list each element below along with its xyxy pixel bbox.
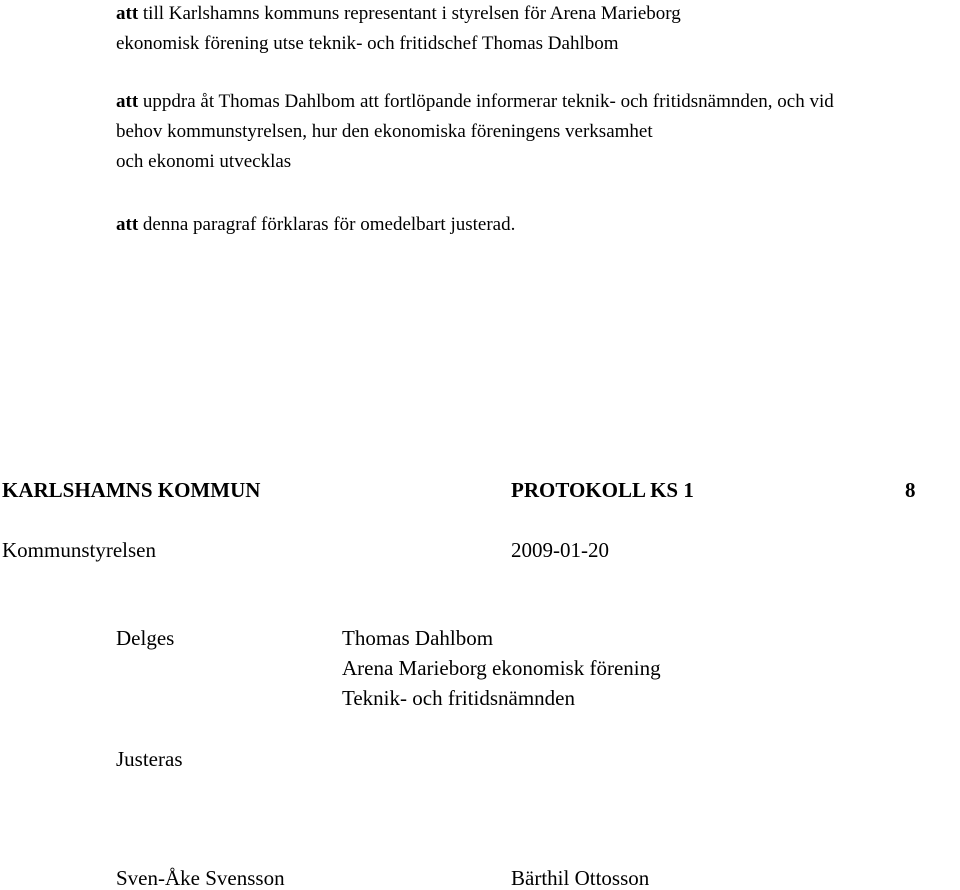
distribution-label: Delges [116,626,175,650]
recipient-2: Arena Marieborg ekonomisk förening [342,656,661,680]
clause-3-keyword: att [116,214,139,235]
clause-1-line-2: ekonomisk förening utse teknik- och fritidschef Thomas Dahlbom [116,33,619,54]
clause-3-text: denna paragraf förklaras för omedelbart justerad. [138,214,516,235]
clause-2-text: uppdra åt Thomas Dahlbom att fortlöpande informerar teknik- och fritidsnämnden, och vid [138,91,834,112]
document-type: PROTOKOLL KS 1 [511,478,694,502]
clause-2-line-2: behov kommunstyrelsen, hur den ekonomiska föreningens verksamhet [116,121,653,142]
recipient-1: Thomas Dahlbom [342,626,494,650]
clause-1-text: till Karlshamns kommuns representant i styrelsen för Arena Marieborg [138,3,681,24]
clause-3-line-1 [116,215,515,234]
page-number: 8 [905,478,916,502]
clause-1-line-1 [116,4,681,23]
verification-label: Justeras [116,747,183,771]
recipient-3: Teknik- och fritidsnämnden [342,686,575,710]
org-name: KARLSHAMNS KOMMUN [2,478,261,502]
signatory-1: Sven-Åke Svensson [116,866,285,890]
signatory-2: Bärthil Ottosson [511,866,650,890]
meeting-date: 2009-01-20 [511,538,609,562]
clause-1-keyword: att [116,3,139,24]
clause-2-line-1 [116,92,834,111]
clause-2-keyword: att [116,91,139,112]
clause-2-line-3: och ekonomi utvecklas [116,151,292,172]
committee-name: Kommunstyrelsen [2,538,156,562]
